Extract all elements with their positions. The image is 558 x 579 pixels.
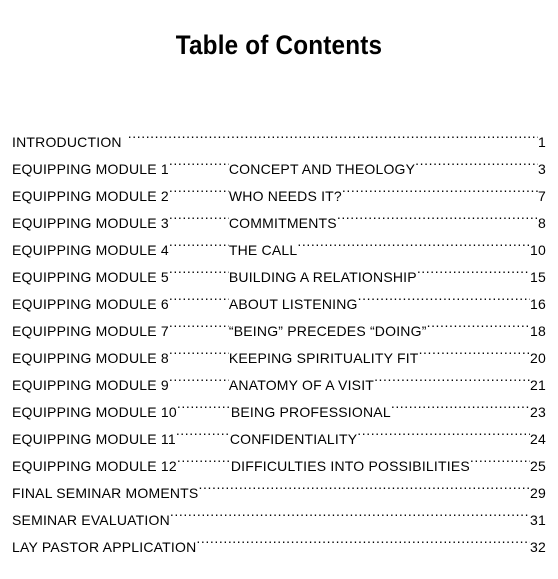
toc-entry-page: 7 [538,188,546,204]
toc-entry-page: 25 [530,458,546,474]
dot-leader [198,471,530,498]
toc-entry-page: 31 [530,512,546,528]
dot-leader [169,201,229,228]
dot-leader [337,201,538,228]
toc-entry-page: 1 [538,134,546,150]
toc-entry-label: EQUIPPING MODULE 2 [12,188,169,204]
toc-entry-chapter: THE CALL [228,242,298,258]
dot-leader [169,363,229,390]
dot-leader [169,336,229,363]
toc-entry-chapter: ANATOMY OF A VISIT [228,377,375,393]
toc-entry-label: FINAL SEMINAR MOMENTS [12,485,199,501]
dot-leader [169,309,229,336]
toc-entry-chapter: CONCEPT AND THEOLOGY [228,161,416,177]
toc-entry-page: 10 [530,242,546,258]
toc-entry-chapter: WHO NEEDS IT? [228,188,342,204]
dot-leader [177,444,231,471]
toc-entry-page: 20 [530,350,546,366]
dot-leader [297,228,530,255]
toc-entry-chapter: “BEING” PRECEDES “DOING” [228,323,427,339]
toc-entry-label: EQUIPPING MODULE 4 [12,242,169,258]
dot-leader [196,525,530,552]
dot-leader [170,498,530,525]
toc-entry-label: LAY PASTOR APPLICATION [12,539,197,555]
toc-entry-page: 16 [530,296,546,312]
toc-entry-label: EQUIPPING MODULE 1 [12,161,169,177]
dot-leader [470,444,530,471]
page-title: Table of Contents [175,30,383,60]
toc-entry-chapter: CONFIDENTIALITY [229,431,358,447]
dot-leader [176,417,230,444]
toc-entry-chapter: ABOUT LISTENING [228,296,358,312]
toc-entry-label: EQUIPPING MODULE 9 [12,377,169,393]
dot-leader [374,363,530,390]
dot-leader [342,174,538,201]
toc-entry-chapter: DIFFICULTIES INTO POSSIBILITIES [230,458,470,474]
dot-leader [169,282,229,309]
toc-entry-label: EQUIPPING MODULE 11 [12,431,176,447]
toc-entry-label: EQUIPPING MODULE 3 [12,215,169,231]
dot-leader [169,255,229,282]
dot-leader [427,309,530,336]
toc-entry-label: EQUIPPING MODULE 12 [12,458,177,474]
toc-entry-page: 15 [530,269,546,285]
toc-entry-label: SEMINAR EVALUATION [12,512,170,528]
table-of-contents [12,120,546,555]
toc-entry-label: EQUIPPING MODULE 7 [12,323,169,339]
toc-entry-label: EQUIPPING MODULE 5 [12,269,169,285]
dot-leader [357,417,530,444]
dot-leader [415,147,538,174]
toc-entry-label: INTRODUCTION [12,134,122,150]
toc-entry-chapter: BEING PROFESSIONAL [230,404,391,420]
toc-entry-page: 8 [538,215,546,231]
toc-entry-page: 24 [530,431,546,447]
dot-leader [358,282,530,309]
toc-entry-page: 21 [530,377,546,393]
dot-leader [169,147,229,174]
toc-entry[interactable] [12,120,546,150]
dot-leader [417,255,530,282]
toc-entry-label: EQUIPPING MODULE 8 [12,350,169,366]
toc-entry-chapter: KEEPING SPIRITUALITY FIT [228,350,419,366]
toc-entry-chapter: COMMITMENTS [228,215,337,231]
dot-leader [391,390,530,417]
toc-entry-label: EQUIPPING MODULE 10 [12,404,177,420]
dot-leader [169,228,229,255]
toc-entry-page: 18 [530,323,546,339]
dot-leader [177,390,231,417]
dot-leader [169,174,229,201]
toc-entry-chapter: BUILDING A RELATIONSHIP [228,269,417,285]
toc-entry-page: 32 [530,539,546,555]
toc-entry-page: 3 [538,161,546,177]
toc-entry-page: 23 [530,404,546,420]
toc-entry-page: 29 [530,485,546,501]
dot-leader [128,120,538,147]
toc-entry-label: EQUIPPING MODULE 6 [12,296,169,312]
dot-leader [419,336,530,363]
